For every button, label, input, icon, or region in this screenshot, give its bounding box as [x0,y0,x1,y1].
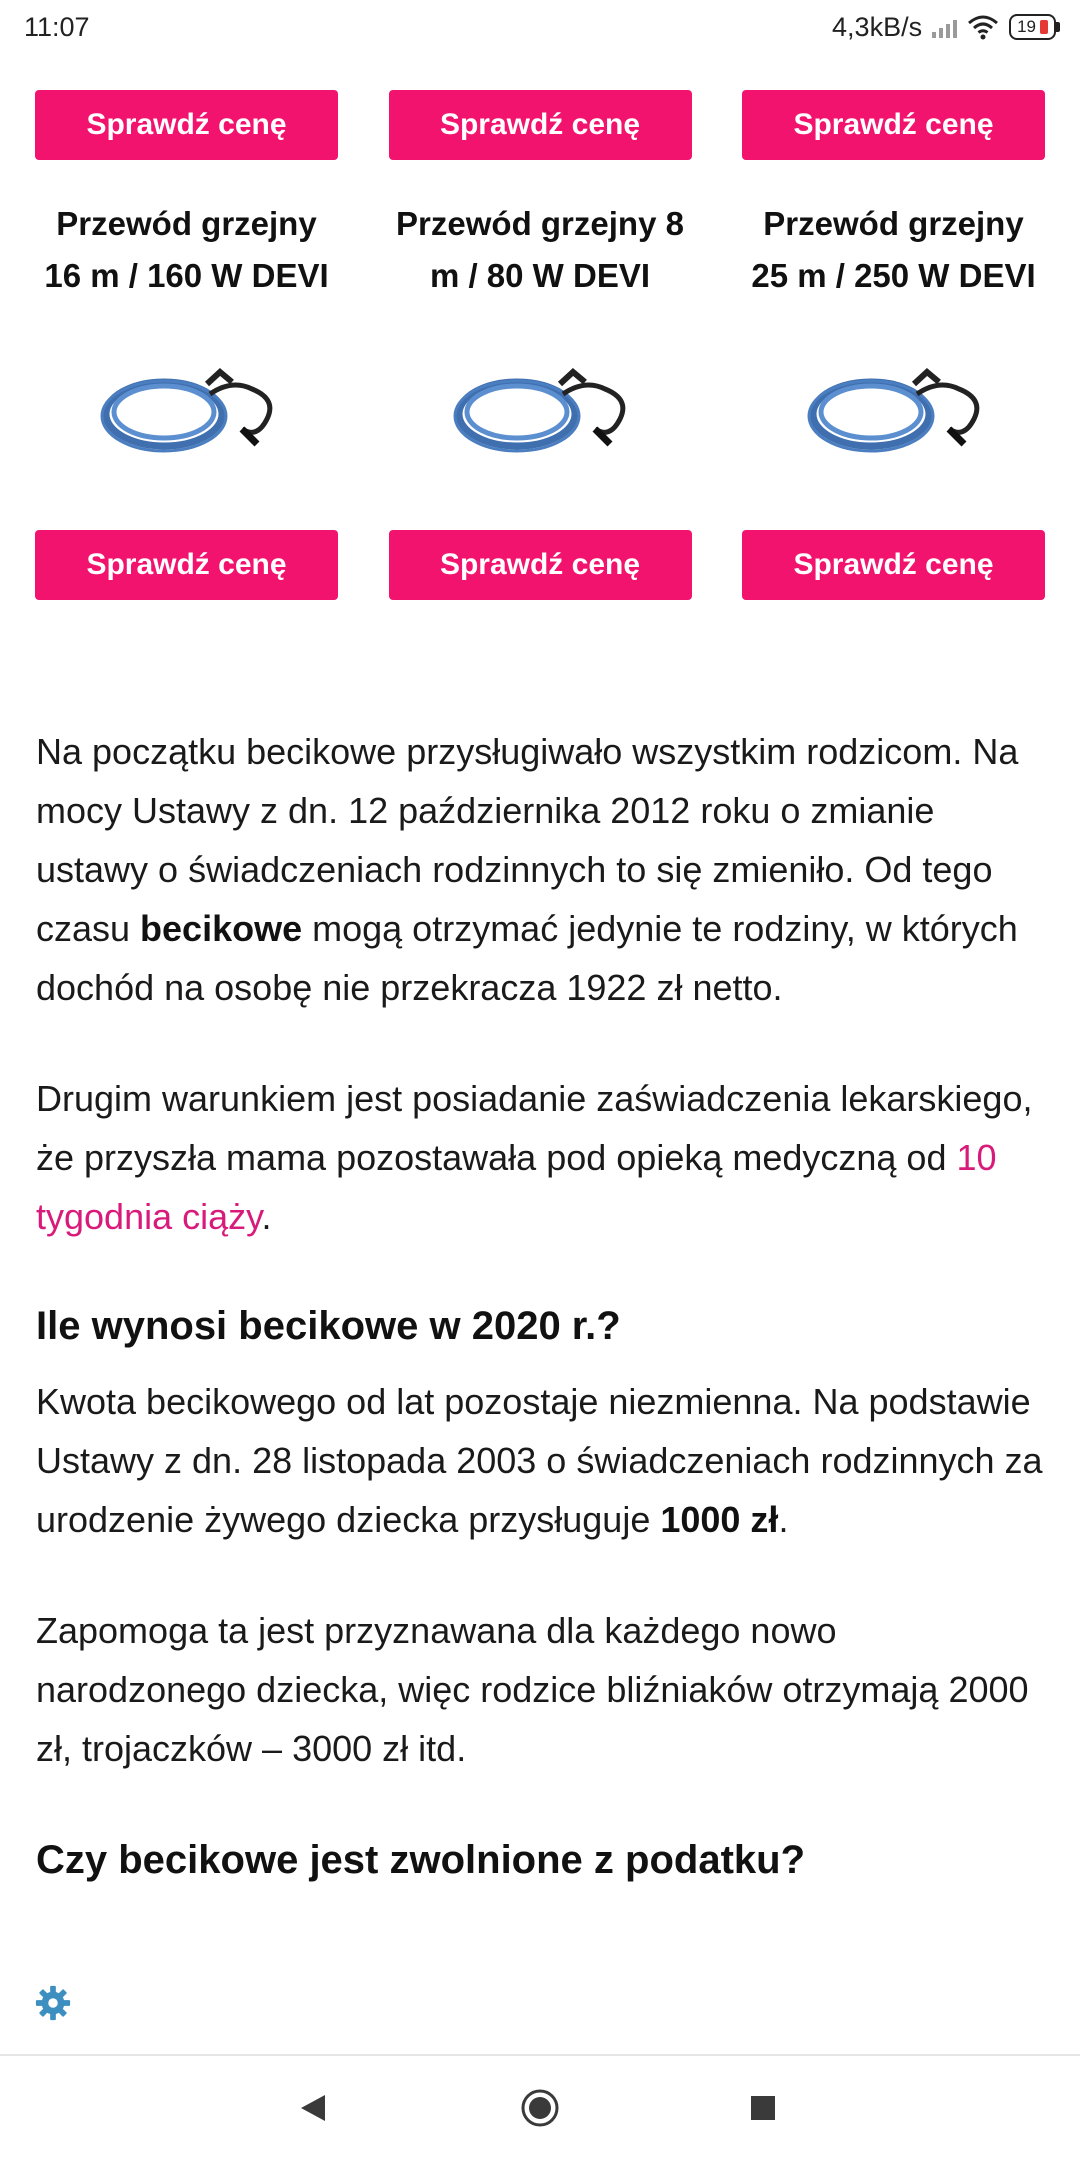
home-icon [520,2088,560,2128]
product-card [742,90,1045,600]
paragraph: Zapomoga ta jest przyznawana dla każdego nowo narodzonego dziecka, więc rodzice bliźniaków otrzymają 2000 zł, trojaczków – 3000 zł itd. [36,1610,1029,1769]
paragraph [36,1069,1046,1246]
product-title-line: Przewód grzejny [763,205,1024,242]
paragraph-text: . [778,1499,789,1540]
bold-text: becikowe [140,908,303,949]
back-button[interactable] [283,2078,343,2138]
product-title-line: Przewód grzejny [56,205,317,242]
check-price-button[interactable]: Sprawdź cenę [742,90,1045,160]
heating-cable-image[interactable] [445,344,635,474]
paragraph-text: Kwota becikowego od lat pozostaje niezmienna. Na podstawie Ustawy z dn. 28 listopada 2003 o świadczeniach rodzinnych za urodzenie żywego dziecka przysługuje [36,1381,1043,1540]
check-price-button[interactable]: Sprawdź cenę [35,530,338,600]
paragraph-text: Na początku becikowe przysługiwało wszystkim rodzicom. Na mocy Ustawy z dn. 12 października 2012 roku o zmianie ustawy o świadczeniach rodzinnych to się zmieniło. Od tego czasu [36,731,1019,949]
bold-text: 1000 zł [660,1499,779,1540]
home-button[interactable] [510,2078,570,2138]
recents-icon [749,2094,777,2122]
gear-icon[interactable] [34,1984,72,2022]
status-time: 11:07 [24,11,90,42]
heating-cable-image[interactable] [92,344,282,474]
section-heading: Ile wynosi becikowe w 2020 r.? [36,1304,621,1348]
pregnancy-week-link[interactable]: 10 tygodnia ciąży [36,1137,997,1237]
check-price-button[interactable]: Sprawdź cenę [389,530,692,600]
product-grid [35,90,1045,600]
paragraph-text: . [261,1196,272,1237]
paragraph [36,1372,1046,1549]
signal-icon [932,16,957,38]
paragraph [36,722,1046,1017]
heating-cable-image[interactable] [799,344,989,474]
product-title-line: m / 80 W DEVI [429,257,651,294]
status-icons [832,12,1056,43]
network-speed: 4,3kB/s [832,11,923,42]
product-title-line: Przewód grzejny 8 [396,205,684,242]
paragraph-text: mogą otrzymać jedynie te rodziny, w których dochód na osobę nie przekracza 1922 zł netto. [36,908,1018,1008]
product-card [389,90,692,600]
check-price-button[interactable]: Sprawdź cenę [35,90,338,160]
product-card [35,90,338,600]
status-bar [0,0,1080,54]
check-price-button[interactable]: Sprawdź cenę [742,530,1045,600]
battery-level: 19 [1017,17,1036,36]
product-title-line: 16 m / 160 W DEVI [44,257,329,294]
recents-button[interactable] [733,2078,793,2138]
product-title[interactable] [751,198,1035,308]
check-price-button[interactable]: Sprawdź cenę [389,90,692,160]
product-title-line: 25 m / 250 W DEVI [751,257,1036,294]
product-title[interactable] [44,198,328,308]
battery-icon [1009,14,1056,40]
paragraph-text: Drugim warunkiem jest posiadanie zaświadczenia lekarskiego, że przyszła mama pozostawała pod opieką medyczną od [36,1078,1033,1178]
section-heading: Czy becikowe jest zwolnione z podatku? [36,1838,806,1882]
wifi-icon [967,14,999,40]
navigation-bar [0,2054,1080,2160]
product-title[interactable] [396,198,684,308]
back-icon [299,2093,327,2123]
article-body [36,722,1046,1888]
